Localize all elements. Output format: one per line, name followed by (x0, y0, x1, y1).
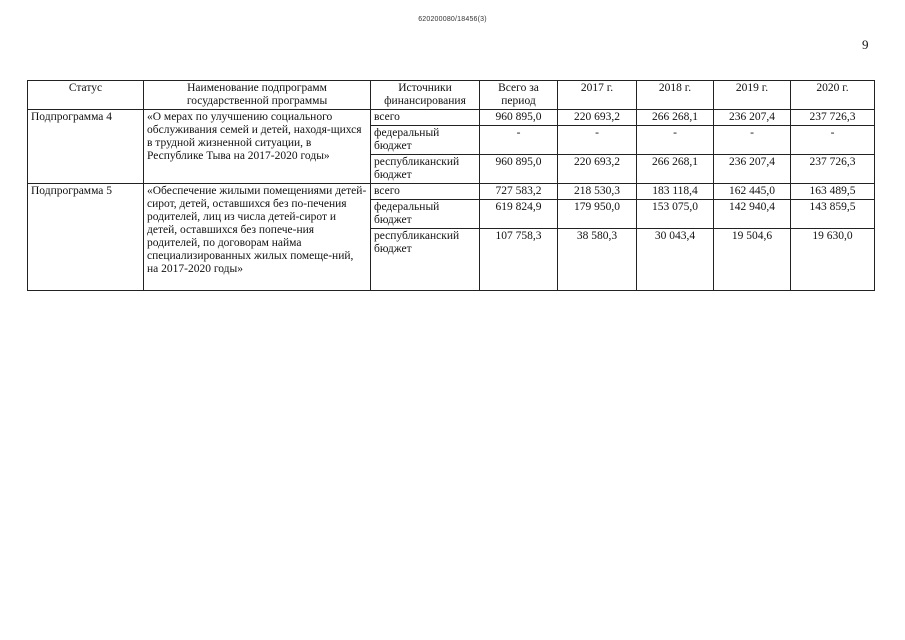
total-value: - (480, 126, 558, 155)
value-2020: 237 726,3 (791, 155, 875, 184)
value-2020: 19 630,0 (791, 229, 875, 291)
subprogram-status: Подпрограмма 5 (28, 184, 144, 291)
column-header-status: Статус (28, 81, 144, 110)
value-2019: 142 940,4 (714, 200, 791, 229)
column-header-2017: 2017 г. (558, 81, 637, 110)
subprogram-name-text: «Обеспечение жилыми помещениями детей-сирот, детей, оставшихся без по-печения родителей, лиц из числа детей-сирот и детей, оставшихся без попече-ния родителей, по договорам найма специализированных жилых помеще-ний, на 2017-2020 годы» (147, 185, 367, 275)
value-2017: 38 580,3 (558, 229, 637, 291)
funding-source: всего (371, 110, 480, 126)
value-2018: 266 268,1 (637, 155, 714, 184)
table-header-row (28, 81, 875, 110)
total-value: 960 895,0 (480, 110, 558, 126)
value-2019: 19 504,6 (714, 229, 791, 291)
column-header-total: Всего за период (480, 81, 558, 110)
subprogram-name-text: «О мерах по улучшению социального обслуживания семей и детей, находя-щихся в трудной жизненной ситуации, в Республике Тыва на 2017-2020 годы» (147, 111, 362, 162)
funding-source: всего (371, 184, 480, 200)
table-row (28, 184, 875, 200)
column-header-name: Наименование подпрограмм государственной программы (144, 81, 371, 110)
value-2019: - (714, 126, 791, 155)
value-2019: 236 207,4 (714, 110, 791, 126)
total-value: 727 583,2 (480, 184, 558, 200)
column-header-source: Источники финансирования (371, 81, 480, 110)
value-2017: 220 693,2 (558, 110, 637, 126)
total-value: 619 824,9 (480, 200, 558, 229)
value-2018: 266 268,1 (637, 110, 714, 126)
value-2017: 179 950,0 (558, 200, 637, 229)
value-2020: - (791, 126, 875, 155)
total-value: 960 895,0 (480, 155, 558, 184)
value-2018: 30 043,4 (637, 229, 714, 291)
value-2020: 237 726,3 (791, 110, 875, 126)
value-2018: 153 075,0 (637, 200, 714, 229)
column-header-2018: 2018 г. (637, 81, 714, 110)
value-2019: 162 445,0 (714, 184, 791, 200)
funding-source: федеральный бюджет (371, 126, 480, 155)
funding-source: республиканский бюджет (371, 155, 480, 184)
table-row (28, 110, 875, 126)
value-2018: - (637, 126, 714, 155)
funding-table (27, 80, 875, 291)
value-2017: 218 530,3 (558, 184, 637, 200)
funding-source: республиканский бюджет (371, 229, 480, 291)
page-number: 9 (862, 37, 869, 52)
total-value: 107 758,3 (480, 229, 558, 291)
value-2020: 143 859,5 (791, 200, 875, 229)
column-header-2020: 2020 г. (791, 81, 875, 110)
document-code: 620200080/18456(3) (418, 16, 487, 23)
value-2017: - (558, 126, 637, 155)
subprogram-status: Подпрограмма 4 (28, 110, 144, 184)
value-2018: 183 118,4 (637, 184, 714, 200)
subprogram-name (144, 110, 371, 184)
subprogram-name (144, 184, 371, 291)
funding-source: федеральный бюджет (371, 200, 480, 229)
value-2020: 163 489,5 (791, 184, 875, 200)
value-2017: 220 693,2 (558, 155, 637, 184)
column-header-2019: 2019 г. (714, 81, 791, 110)
value-2019: 236 207,4 (714, 155, 791, 184)
